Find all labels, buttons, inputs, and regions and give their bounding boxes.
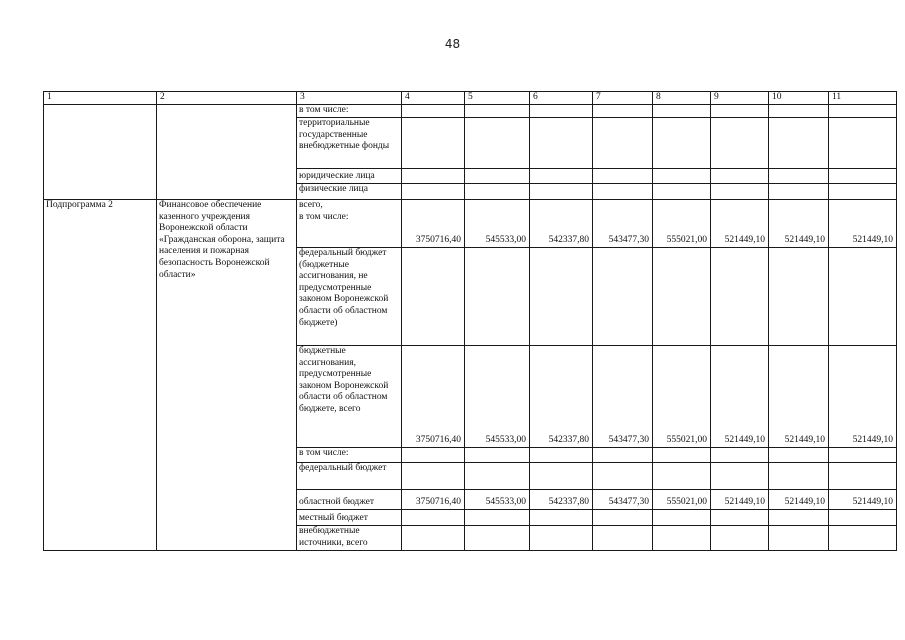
- empty-cell: [829, 184, 897, 200]
- empty-cell: [653, 105, 711, 118]
- empty-cell: [769, 510, 829, 526]
- empty-cell: [465, 463, 530, 490]
- value-cell: 542337,80: [530, 346, 593, 448]
- subprogram-name: Подпрограмма 2: [44, 200, 157, 551]
- empty-cell: [530, 448, 593, 463]
- value-cell: 521449,10: [711, 200, 769, 248]
- value-cell: 545533,00: [465, 200, 530, 248]
- value-cell: 3750716,40: [402, 490, 465, 510]
- value-cell: 543477,30: [593, 200, 653, 248]
- row-label: физические лица: [297, 184, 402, 200]
- value-cell: 521449,10: [769, 346, 829, 448]
- empty-cell: [829, 105, 897, 118]
- value-cell: 521449,10: [711, 490, 769, 510]
- value-cell: 543477,30: [593, 346, 653, 448]
- value-cell: 542337,80: [530, 200, 593, 248]
- empty-cell: [769, 105, 829, 118]
- empty-cell: [653, 248, 711, 346]
- empty-cell: [465, 169, 530, 184]
- header-cell: 5: [465, 92, 530, 105]
- header-cell: 7: [593, 92, 653, 105]
- empty-cell: [653, 118, 711, 169]
- empty-cell: [402, 463, 465, 490]
- empty-cell: [465, 184, 530, 200]
- header-cell: 9: [711, 92, 769, 105]
- empty-cell: [829, 118, 897, 169]
- header-cell: 6: [530, 92, 593, 105]
- empty-cell: [711, 248, 769, 346]
- empty-cell: [829, 169, 897, 184]
- empty-cell: [465, 510, 530, 526]
- empty-cell: [530, 118, 593, 169]
- empty-cell: [829, 510, 897, 526]
- row-label: областной бюджет: [297, 490, 402, 510]
- empty-cell: [44, 105, 157, 200]
- empty-cell: [530, 248, 593, 346]
- header-cell: 10: [769, 92, 829, 105]
- empty-cell: [711, 510, 769, 526]
- value-cell: 521449,10: [829, 490, 897, 510]
- empty-cell: [653, 184, 711, 200]
- empty-cell: [711, 118, 769, 169]
- empty-cell: [530, 463, 593, 490]
- empty-cell: [769, 248, 829, 346]
- row-label: внебюджетные источники, всего: [297, 526, 402, 551]
- value-cell: 545533,00: [465, 490, 530, 510]
- empty-cell: [829, 526, 897, 551]
- empty-cell: [711, 184, 769, 200]
- empty-cell: [653, 463, 711, 490]
- empty-cell: [402, 105, 465, 118]
- subprogram-description: Финансовое обеспечение казенного учреждения Воронежской области «Гражданская оборона, защита населения и пожарная безопасность Воронежской области»: [157, 200, 297, 551]
- row-label: местный бюджет: [297, 510, 402, 526]
- empty-cell: [593, 105, 653, 118]
- empty-cell: [402, 184, 465, 200]
- empty-cell: [593, 169, 653, 184]
- empty-cell: [769, 184, 829, 200]
- empty-cell: [769, 463, 829, 490]
- header-cell: 11: [829, 92, 897, 105]
- header-cell: 1: [44, 92, 157, 105]
- empty-cell: [769, 118, 829, 169]
- value-cell: 3750716,40: [402, 200, 465, 248]
- empty-cell: [402, 448, 465, 463]
- empty-cell: [465, 448, 530, 463]
- row-label: федеральный бюджет: [297, 463, 402, 490]
- row-label: в том числе:: [297, 105, 402, 118]
- budget-table: [43, 91, 897, 551]
- row-label: федеральный бюджет (бюджетные ассигнования, не предусмотренные законом Воронежской области об областном бюджете): [297, 248, 402, 346]
- header-cell: 8: [653, 92, 711, 105]
- value-cell: 521449,10: [711, 346, 769, 448]
- empty-cell: [530, 510, 593, 526]
- empty-cell: [593, 526, 653, 551]
- row-label: бюджетные ассигнования, предусмотренные законом Воронежской области об областном бюджете, всего: [297, 346, 402, 448]
- empty-cell: [402, 118, 465, 169]
- empty-cell: [465, 118, 530, 169]
- empty-cell: [593, 118, 653, 169]
- value-cell: 555021,00: [653, 346, 711, 448]
- empty-cell: [711, 169, 769, 184]
- page-number: 48: [444, 37, 461, 51]
- value-cell: 543477,30: [593, 490, 653, 510]
- header-cell: 2: [157, 92, 297, 105]
- empty-cell: [402, 248, 465, 346]
- empty-cell: [829, 448, 897, 463]
- empty-cell: [829, 248, 897, 346]
- table-row: [44, 200, 897, 248]
- empty-cell: [593, 448, 653, 463]
- empty-cell: [769, 526, 829, 551]
- empty-cell: [653, 169, 711, 184]
- value-cell: 545533,00: [465, 346, 530, 448]
- empty-cell: [653, 510, 711, 526]
- empty-cell: [829, 463, 897, 490]
- empty-cell: [530, 169, 593, 184]
- total-label: всего,: [299, 200, 323, 210]
- row-label: в том числе:: [297, 448, 402, 463]
- row-label: территориальные государственные внебюджетные фонды: [297, 118, 402, 169]
- value-cell: 521449,10: [769, 490, 829, 510]
- header-row: [44, 92, 897, 105]
- empty-cell: [402, 169, 465, 184]
- empty-cell: [157, 105, 297, 200]
- empty-cell: [593, 184, 653, 200]
- header-cell: 4: [402, 92, 465, 105]
- empty-cell: [530, 526, 593, 551]
- empty-cell: [653, 526, 711, 551]
- value-cell: 542337,80: [530, 490, 593, 510]
- empty-cell: [593, 248, 653, 346]
- value-cell: 3750716,40: [402, 346, 465, 448]
- empty-cell: [711, 105, 769, 118]
- empty-cell: [402, 526, 465, 551]
- total-label-sub: в том числе:: [299, 211, 349, 222]
- value-cell: 521449,10: [829, 200, 897, 248]
- empty-cell: [465, 105, 530, 118]
- empty-cell: [465, 248, 530, 346]
- empty-cell: [593, 510, 653, 526]
- empty-cell: [465, 526, 530, 551]
- value-cell: 521449,10: [769, 200, 829, 248]
- empty-cell: [769, 448, 829, 463]
- empty-cell: [711, 448, 769, 463]
- empty-cell: [711, 526, 769, 551]
- empty-cell: [653, 448, 711, 463]
- empty-cell: [530, 105, 593, 118]
- value-cell: 555021,00: [653, 490, 711, 510]
- row-label: [297, 200, 402, 248]
- value-cell: 521449,10: [829, 346, 897, 448]
- header-cell: 3: [297, 92, 402, 105]
- empty-cell: [530, 184, 593, 200]
- value-cell: 555021,00: [653, 200, 711, 248]
- table-row: [44, 105, 897, 118]
- empty-cell: [593, 463, 653, 490]
- empty-cell: [402, 510, 465, 526]
- empty-cell: [711, 463, 769, 490]
- row-label: юридические лица: [297, 169, 402, 184]
- empty-cell: [769, 169, 829, 184]
